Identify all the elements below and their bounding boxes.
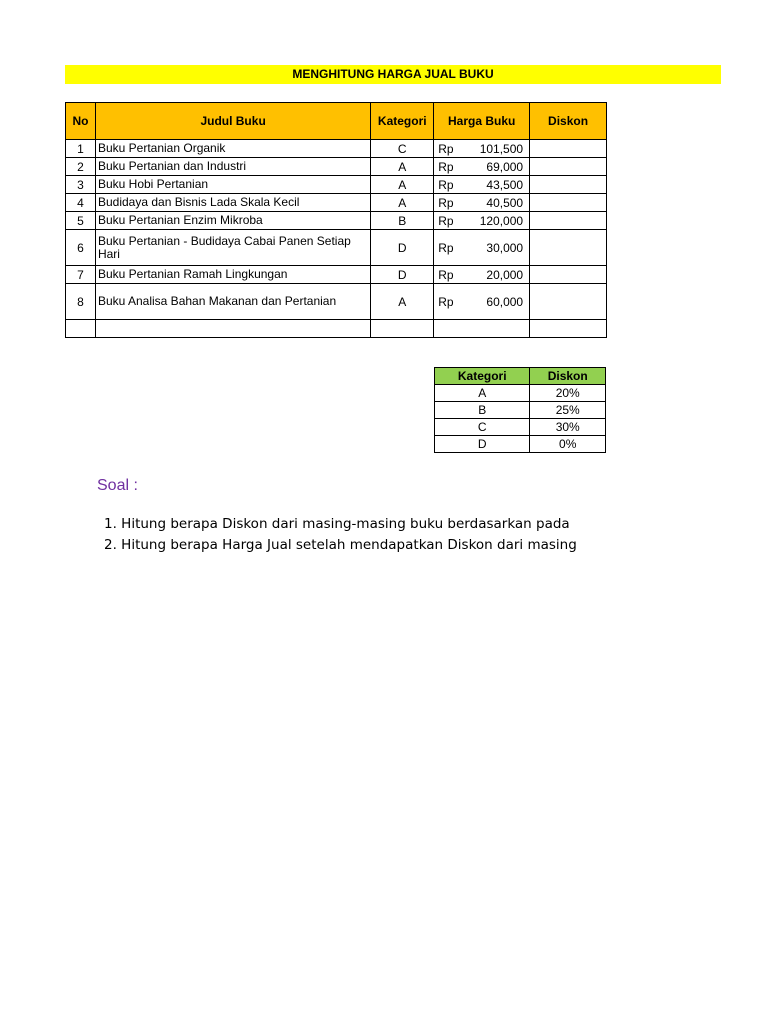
soal-item: 2. Hitung berapa Harga Jual setelah mendapatkan Diskon dari masing <box>104 537 577 553</box>
cell-harga[interactable] <box>434 266 530 284</box>
cell-kategori[interactable]: A <box>371 158 434 176</box>
cell-judul[interactable]: Buku Pertanian dan Industri <box>95 158 370 176</box>
price-value: 20,000 <box>486 267 524 282</box>
table-row <box>66 212 607 230</box>
discount-table-header <box>435 368 606 385</box>
cell-harga[interactable] <box>434 230 530 266</box>
cell-judul[interactable]: Buku Pertanian - Budidaya Cabai Panen Setiap Hari <box>95 230 370 266</box>
table-row <box>66 158 607 176</box>
cell-judul[interactable]: Buku Pertanian Organik <box>95 140 370 158</box>
price-value: 30,000 <box>486 240 524 255</box>
cell-no[interactable]: 7 <box>66 266 96 284</box>
price-value: 69,000 <box>486 159 524 174</box>
cell-diskon[interactable] <box>530 140 607 158</box>
cell-harga[interactable] <box>434 140 530 158</box>
price-value: 40,500 <box>486 195 524 210</box>
cell-no[interactable]: 5 <box>66 212 96 230</box>
cell-kategori[interactable]: C <box>435 419 530 436</box>
cell-empty[interactable] <box>66 320 96 338</box>
cell-empty[interactable] <box>371 320 434 338</box>
price-value: 120,000 <box>479 213 524 228</box>
cell-diskon[interactable] <box>530 266 607 284</box>
header-harga-buku[interactable]: Harga Buku <box>434 103 530 140</box>
cell-kategori[interactable]: A <box>371 176 434 194</box>
currency-label: Rp <box>438 141 454 156</box>
currency-label: Rp <box>438 159 454 174</box>
cell-kategori[interactable]: A <box>371 194 434 212</box>
cell-diskon[interactable]: 30% <box>530 419 606 436</box>
cell-diskon[interactable]: 0% <box>530 436 606 453</box>
sheet-title: MENGHITUNG HARGA JUAL BUKU <box>65 65 721 84</box>
cell-no[interactable]: 6 <box>66 230 96 266</box>
header-judul-buku[interactable]: Judul Buku <box>95 103 370 140</box>
cell-kategori[interactable]: C <box>371 140 434 158</box>
cell-empty[interactable] <box>530 320 607 338</box>
header-no[interactable]: No <box>66 103 96 140</box>
cell-kategori[interactable]: B <box>371 212 434 230</box>
table-row <box>66 266 607 284</box>
table-row-empty <box>66 320 607 338</box>
cell-diskon[interactable]: 25% <box>530 402 606 419</box>
soal-item: 1. Hitung berapa Diskon dari masing-masing buku berdasarkan pada <box>104 516 570 532</box>
table-row <box>435 385 606 402</box>
cell-diskon[interactable] <box>530 230 607 266</box>
currency-label: Rp <box>438 294 454 309</box>
cell-harga[interactable] <box>434 284 530 320</box>
cell-no[interactable]: 3 <box>66 176 96 194</box>
soal-label: Soal : <box>97 477 138 494</box>
cell-judul[interactable]: Buku Pertanian Ramah Lingkungan <box>95 266 370 284</box>
cell-harga[interactable] <box>434 194 530 212</box>
cell-no[interactable]: 8 <box>66 284 96 320</box>
cell-kategori[interactable]: D <box>435 436 530 453</box>
cell-harga[interactable] <box>434 212 530 230</box>
cell-empty[interactable] <box>95 320 370 338</box>
cell-no[interactable]: 1 <box>66 140 96 158</box>
price-value: 60,000 <box>486 294 524 309</box>
cell-diskon[interactable] <box>530 284 607 320</box>
table-row <box>435 436 606 453</box>
currency-label: Rp <box>438 213 454 228</box>
table-row <box>66 284 607 320</box>
cell-kategori[interactable]: A <box>371 284 434 320</box>
currency-label: Rp <box>438 240 454 255</box>
cell-harga[interactable] <box>434 176 530 194</box>
table-row <box>435 402 606 419</box>
cell-diskon[interactable] <box>530 194 607 212</box>
cell-kategori[interactable]: B <box>435 402 530 419</box>
cell-judul[interactable]: Buku Analisa Bahan Makanan dan Pertanian <box>95 284 370 320</box>
cell-diskon[interactable] <box>530 176 607 194</box>
table-row <box>66 140 607 158</box>
table-row <box>66 176 607 194</box>
header-kategori[interactable]: Kategori <box>435 368 530 385</box>
cell-diskon[interactable]: 20% <box>530 385 606 402</box>
header-diskon[interactable]: Diskon <box>530 368 606 385</box>
header-kategori[interactable]: Kategori <box>371 103 434 140</box>
cell-harga[interactable] <box>434 158 530 176</box>
book-table-header <box>66 103 607 140</box>
cell-kategori[interactable]: D <box>371 266 434 284</box>
price-value: 43,500 <box>486 177 524 192</box>
currency-label: Rp <box>438 195 454 210</box>
cell-kategori[interactable]: D <box>371 230 434 266</box>
discount-table <box>434 367 606 453</box>
currency-label: Rp <box>438 177 454 192</box>
cell-no[interactable]: 2 <box>66 158 96 176</box>
price-value: 101,500 <box>479 141 524 156</box>
book-table <box>65 102 607 338</box>
cell-diskon[interactable] <box>530 158 607 176</box>
table-row <box>66 194 607 212</box>
cell-no[interactable]: 4 <box>66 194 96 212</box>
cell-empty[interactable] <box>434 320 530 338</box>
table-row <box>66 230 607 266</box>
cell-kategori[interactable]: A <box>435 385 530 402</box>
soal-list <box>104 514 607 564</box>
header-diskon[interactable]: Diskon <box>530 103 607 140</box>
cell-judul[interactable]: Buku Pertanian Enzim Mikroba <box>95 212 370 230</box>
cell-diskon[interactable] <box>530 212 607 230</box>
currency-label: Rp <box>438 267 454 282</box>
cell-judul[interactable]: Buku Hobi Pertanian <box>95 176 370 194</box>
cell-judul[interactable]: Budidaya dan Bisnis Lada Skala Kecil <box>95 194 370 212</box>
table-row <box>435 419 606 436</box>
